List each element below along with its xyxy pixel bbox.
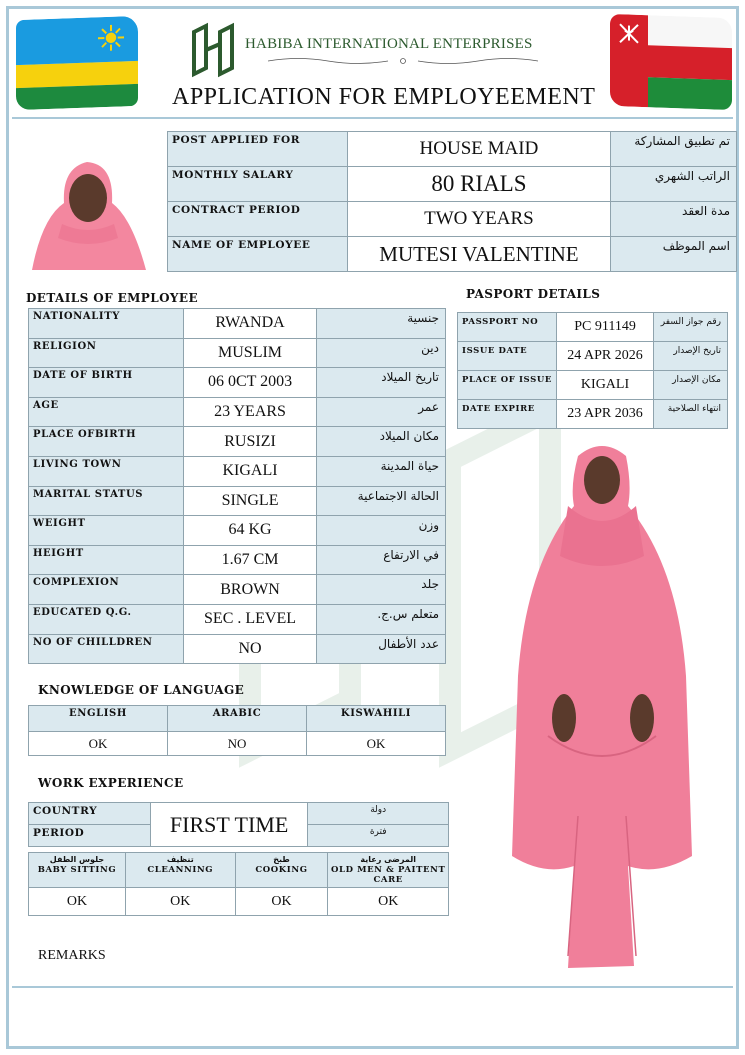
table-row [29, 706, 446, 732]
cell-label: PASSPORT NO [458, 313, 557, 342]
monthly-salary-label: MONTHLY SALARY [168, 167, 348, 202]
cell-value: SINGLE [183, 486, 317, 516]
job-summary-table [167, 131, 737, 272]
contract-period-arabic: مدة العقد [611, 202, 737, 237]
table-row [29, 545, 446, 575]
table-row [29, 634, 446, 664]
cell-value: SEC . LEVEL [183, 604, 317, 634]
applicant-full-length-photo [508, 436, 696, 976]
table-row [29, 338, 446, 368]
table-row [29, 456, 446, 486]
table-row [29, 853, 449, 888]
company-name: HABIBA INTERNATIONAL ENTERPRISES [245, 36, 533, 52]
cell-label: AGE [29, 397, 184, 427]
work-section-title: WORK EXPERIENCE [38, 776, 184, 790]
table-row [168, 202, 737, 237]
cell-value: MUSLIM [183, 338, 317, 368]
skill-arabic: المرضى رعاية [360, 855, 416, 864]
table-row [29, 309, 446, 339]
skill-arabic: طبخ [273, 855, 290, 864]
cell-arabic: وزن [317, 516, 446, 546]
cell-arabic: تاريخ الإصدار [654, 342, 728, 371]
cell-value: PC 911149 [556, 313, 653, 342]
table-row [168, 132, 737, 167]
table-row [458, 342, 728, 371]
language-value-arabic: NO [168, 732, 307, 756]
sun-icon [98, 24, 124, 51]
rwanda-flag-icon [16, 16, 138, 110]
cell-label: LIVING TOWN [29, 456, 184, 486]
habiba-h-logo-icon [190, 20, 236, 80]
cell-value: BROWN [183, 575, 317, 605]
table-row [29, 516, 446, 546]
cell-value: KIGALI [556, 371, 653, 400]
cell-label: DATE OF BIRTH [29, 368, 184, 398]
employee-name-arabic: اسم الموظف [611, 237, 737, 272]
table-row [29, 803, 449, 825]
table-row [29, 368, 446, 398]
cell-arabic: انتهاء الصلاحية [654, 400, 728, 429]
work-period-label: PERIOD [29, 825, 151, 847]
skill-value: OK [125, 888, 235, 916]
post-applied-arabic: تم تطبيق المشاركة [611, 132, 737, 167]
table-row [29, 486, 446, 516]
cell-label: HEIGHT [29, 545, 184, 575]
language-header-arabic: ARABIC [168, 706, 307, 732]
work-period-arabic: فترة [308, 825, 449, 847]
skill-value: OK [235, 888, 328, 916]
oman-flag-icon [610, 14, 732, 110]
cell-label: PLACE OF ISSUE [458, 371, 557, 400]
employee-details-table [28, 308, 446, 664]
cell-value: 23 YEARS [183, 397, 317, 427]
table-row [29, 575, 446, 605]
work-experience-table [28, 802, 449, 847]
cell-label: NATIONALITY [29, 309, 184, 339]
cell-value: 23 APR 2036 [556, 400, 653, 429]
cell-arabic: رقم جواز السفر [654, 313, 728, 342]
details-section-title: DETAILS OF EMPLOYEE [26, 291, 198, 305]
skill-arabic: جلوس الطفل [49, 855, 105, 864]
applicant-portrait-photo [22, 158, 152, 270]
skill-header [29, 853, 126, 888]
cell-arabic: عمر [317, 397, 446, 427]
skills-table [28, 852, 449, 916]
cell-arabic: حياة المدينة [317, 456, 446, 486]
cell-label: COMPLEXION [29, 575, 184, 605]
cell-arabic: دين [317, 338, 446, 368]
cell-arabic: تاريخ الميلاد [317, 368, 446, 398]
passport-section-title: PASPORT DETAILS [466, 287, 601, 301]
cell-label: WEIGHT [29, 516, 184, 546]
skill-header [328, 853, 449, 888]
table-row [458, 400, 728, 429]
khanjar-emblem-icon [616, 20, 642, 47]
work-country-label: COUNTRY [29, 803, 151, 825]
skill-header [235, 853, 328, 888]
language-value-kiswahili: OK [307, 732, 446, 756]
skill-header [125, 853, 235, 888]
table-row [29, 732, 446, 756]
cell-value: 24 APR 2026 [556, 342, 653, 371]
skill-value: OK [29, 888, 126, 916]
work-country-arabic: دولة [308, 803, 449, 825]
language-table [28, 705, 446, 756]
table-row [29, 604, 446, 634]
table-row [168, 237, 737, 272]
work-experience-value: FIRST TIME [150, 803, 308, 847]
footer-divider [12, 986, 733, 988]
cell-value: RUSIZI [183, 427, 317, 457]
cell-label: EDUCATED Q.G. [29, 604, 184, 634]
cell-label: RELIGION [29, 338, 184, 368]
cell-label: NO OF CHILLDREN [29, 634, 184, 664]
cell-arabic: الحالة الاجتماعية [317, 486, 446, 516]
cell-arabic: مكان الإصدار [654, 371, 728, 400]
table-row [458, 313, 728, 342]
contract-period-label: CONTRACT PERIOD [168, 202, 348, 237]
language-header-kiswahili: KISWAHILI [307, 706, 446, 732]
application-title: APPLICATION FOR EMPLOYEEMENT [172, 84, 596, 110]
cell-arabic: جلد [317, 575, 446, 605]
skill-label: OLD MEN & PAITENT CARE [330, 865, 446, 885]
language-header-english: ENGLISH [29, 706, 168, 732]
post-applied-value: HOUSE MAID [347, 132, 610, 167]
cell-label: MARITAL STATUS [29, 486, 184, 516]
cell-arabic: متعلم س.ج. [317, 604, 446, 634]
table-row [29, 397, 446, 427]
cell-arabic: في الارتفاع [317, 545, 446, 575]
cell-arabic: مكان الميلاد [317, 427, 446, 457]
table-row [29, 427, 446, 457]
employee-name-value: MUTESI VALENTINE [347, 237, 610, 272]
cell-label: PLACE OFBIRTH [29, 427, 184, 457]
skill-arabic: تنظيف [166, 855, 194, 864]
language-section-title: KNOWLEDGE OF LANGUAGE [38, 683, 245, 697]
header-divider [12, 117, 733, 119]
skill-label: COOKING [255, 865, 308, 875]
cell-arabic: جنسية [317, 309, 446, 339]
monthly-salary-arabic: الراتب الشهري [611, 167, 737, 202]
skill-label: CLEANNING [147, 865, 214, 875]
passport-details-table [457, 312, 728, 429]
post-applied-label: POST APPLIED FOR [168, 132, 348, 167]
skill-label: BABY SITTING [37, 865, 117, 875]
cell-value: NO [183, 634, 317, 664]
cell-value: KIGALI [183, 456, 317, 486]
cell-value: 64 KG [183, 516, 317, 546]
cell-label: DATE EXPIRE [458, 400, 557, 429]
table-row [168, 167, 737, 202]
cell-label: ISSUE DATE [458, 342, 557, 371]
remarks-label: REMARKS [38, 948, 106, 963]
cell-arabic: عدد الأطفال [317, 634, 446, 664]
table-row [29, 888, 449, 916]
skill-value: OK [328, 888, 449, 916]
cell-value: 06 0CT 2003 [183, 368, 317, 398]
flourish-divider [268, 56, 538, 66]
cell-value: RWANDA [183, 309, 317, 339]
contract-period-value: TWO YEARS [347, 202, 610, 237]
employee-name-label: NAME OF EMPLOYEE [168, 237, 348, 272]
monthly-salary-value: 80 RIALS [347, 167, 610, 202]
language-value-english: OK [29, 732, 168, 756]
table-row [458, 371, 728, 400]
cell-value: 1.67 CM [183, 545, 317, 575]
